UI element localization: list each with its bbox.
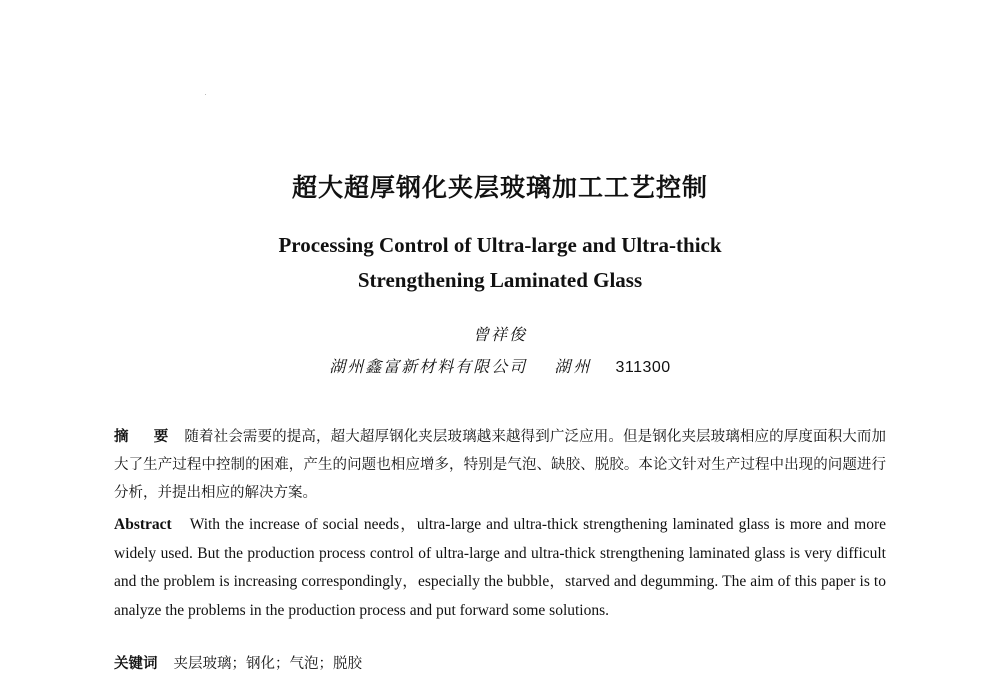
abstract-english xyxy=(114,511,886,625)
scan-speck xyxy=(205,94,206,95)
affiliation-postcode: 311300 xyxy=(615,359,671,376)
affiliation-city: 湖州 xyxy=(554,357,593,376)
title-english-line-2: Strengthening Laminated Glass xyxy=(357,268,643,292)
abstract-chinese-text: 随着社会需要的提高，超大超厚钢化夹层玻璃越来越得到广泛应用。但是钢化夹层玻璃相应的厚度面积大而加大了生产过程中控制的困难，产生的问题也相应增多，特别是气泡、缺胶、脱胶。本论文针对生产过程中出现的问题进行分析，并提出相应的解决方案。 xyxy=(114,429,886,501)
affiliation-organization: 湖州鑫富新材料有限公司 xyxy=(329,357,528,376)
abstract-english-text: With the increase of social needs，ultra-large and ultra-thick strengthening laminated glass is more and more widely used. But the production process control of ultra-large and ultra-thick strengthening laminated glass is very difficult and the problem is increasing correspondingly，especially the bubble，starved and degumming. The aim of this paper is to analyze the problems in the production process and put forward some solutions. xyxy=(114,516,886,619)
keywords-label: 关键词 xyxy=(114,656,158,672)
title-chinese: 超大超厚钢化夹层玻璃加工工艺控制 xyxy=(291,173,708,202)
abstract-chinese-label: 摘 要 xyxy=(114,429,179,445)
keywords xyxy=(114,652,886,676)
author-name: 曾祥俊 xyxy=(472,325,527,344)
title-english-line-1: Processing Control of Ultra-large and Ultra-thick xyxy=(278,233,722,257)
abstract-chinese xyxy=(114,423,886,507)
keywords-text: 夹层玻璃；钢化；气泡；脱胶 xyxy=(173,656,362,672)
abstract-english-label: Abstract xyxy=(114,516,172,533)
author-affiliation xyxy=(0,356,1000,379)
